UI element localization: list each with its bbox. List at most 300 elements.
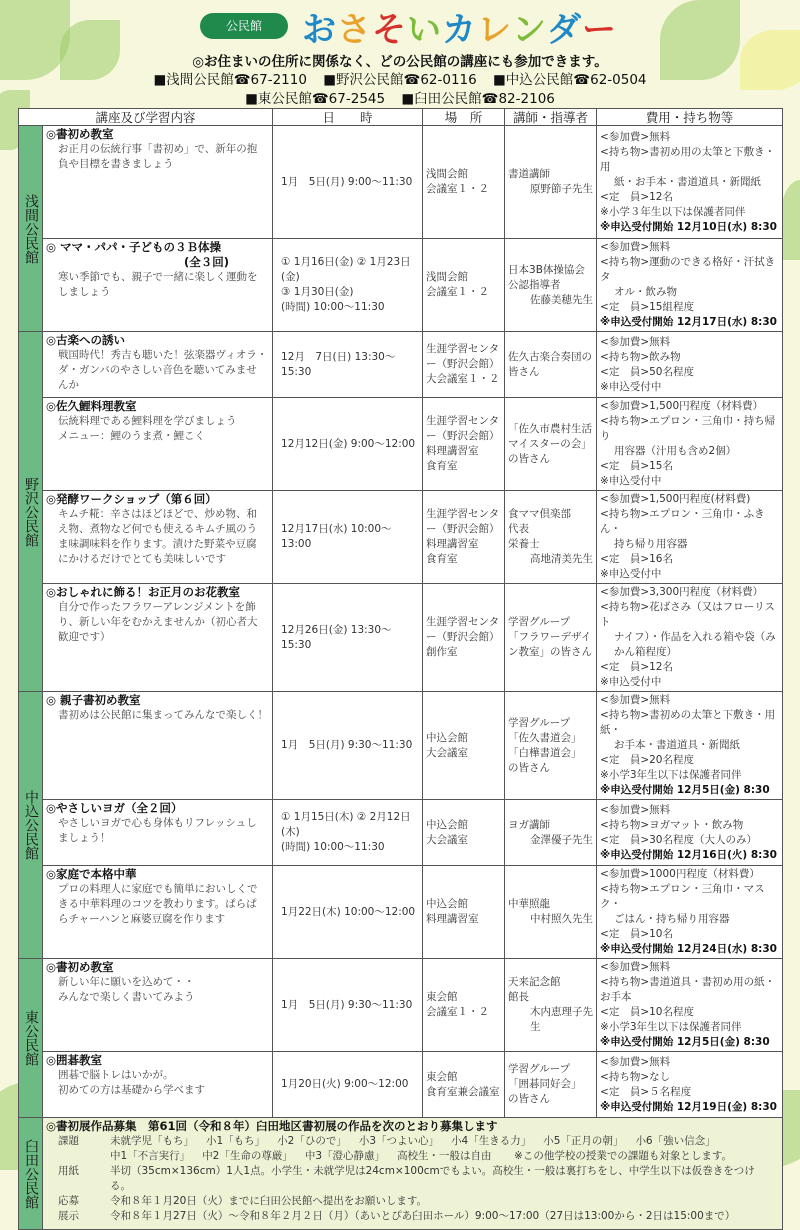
usuda-line-label: 課題 <box>58 1135 79 1147</box>
location-text: 東会館 <box>426 991 458 1003</box>
application-start: ※申込受付開始 12月24日(水) 8:30 <box>600 943 777 955</box>
instructor-text: 栄養士 <box>508 538 540 550</box>
datetime-cell <box>273 1052 423 1118</box>
location-text: ー（野沢会館） <box>426 358 500 370</box>
fee-line: <持ち物>花ばさみ（又はフローリスト <box>600 601 775 628</box>
title-char: そ <box>372 9 407 50</box>
location-text: 中込会館 <box>426 731 469 744</box>
fee-line: <持ち物>エプロン・三角巾・ふきん・ <box>600 508 765 535</box>
instructor-text: 中村照久先生 <box>530 913 594 925</box>
datetime-text: 12月17日(水) 10:00～13:00 <box>281 523 392 550</box>
usuda-item: 未就学児「もち」 <box>110 1135 194 1147</box>
usuda-item: 高校生・一般は自由 <box>397 1150 492 1162</box>
instructor-text: 金澤優子先生 <box>530 833 594 846</box>
phone-list-line2 <box>0 87 800 107</box>
fees-cell <box>597 866 783 959</box>
column-header-fees: 費用・持ち物等 <box>597 109 783 126</box>
instructor-cell <box>505 692 597 800</box>
datetime-cell <box>273 398 423 491</box>
course-description: 寒い季節でも、親子で一緒に楽しく運動を <box>58 271 258 283</box>
hall-label-cell <box>19 126 43 332</box>
fee-line: <参加費>無料 <box>600 1055 671 1068</box>
instructor-text: 「囲碁同好会」 <box>508 1078 582 1090</box>
phone-list-line1 <box>0 68 800 88</box>
course-title: ◎囲碁教室 <box>46 1053 103 1067</box>
location-cell <box>423 491 505 584</box>
course-cell <box>43 239 273 332</box>
fee-line: <参加費>3,300円程度（材料費） <box>600 586 764 598</box>
fee-line: <参加費>無料 <box>600 803 671 816</box>
usuda-item: 小6「強い信念」 <box>635 1135 716 1147</box>
location-text: 浅間会館 <box>426 168 469 180</box>
usuda-content-cell <box>43 1118 783 1230</box>
table-row <box>19 239 783 332</box>
instructor-cell <box>505 959 597 1052</box>
instructor-cell <box>505 800 597 866</box>
usuda-item: 小2「ひので」 <box>277 1135 347 1147</box>
fee-line: 用容器（汁用も含め2個） <box>614 445 737 457</box>
usuda-line-text <box>110 1134 728 1149</box>
course-title-sub: (全３回) <box>184 255 230 269</box>
fee-line: <持ち物>エプロン・三角巾・持ち帰り <box>600 415 776 442</box>
course-description: しましょう <box>58 286 111 298</box>
location-cell <box>423 126 505 239</box>
course-title: ◎やさしいヨガ（全２回） <box>46 801 183 815</box>
usuda-item: 小5「正月の朝」 <box>543 1135 624 1147</box>
usuda-item: 中1「不言実行」 <box>110 1150 191 1162</box>
phone-nozawa: ■野沢公民館☎62-0116 <box>323 72 477 88</box>
course-description: きる中華料理のコツを教わります。ぱらぱ <box>58 898 257 910</box>
table-row <box>19 866 783 959</box>
kominkan-badge: 公民館 <box>200 13 288 39</box>
instructor-text: ン教室」の皆さん <box>508 646 593 658</box>
fee-line: <定 員>16名 <box>600 553 673 565</box>
title-char: お <box>302 9 337 50</box>
fees-cell <box>597 584 783 692</box>
instructor-text: 佐藤美穂先生 <box>530 293 594 306</box>
fees-cell <box>597 126 783 239</box>
fee-line: <参加費>無料 <box>600 241 671 253</box>
location-cell <box>423 1052 505 1118</box>
datetime-text: (時間) 10:00～11:30 <box>281 301 385 313</box>
table-row <box>19 491 783 584</box>
location-text: 料理講習室 <box>426 913 479 925</box>
course-cell <box>43 1052 273 1118</box>
datetime-cell <box>273 800 423 866</box>
location-cell <box>423 959 505 1052</box>
course-title: ◎書初め教室 <box>46 960 114 974</box>
hall-name: 浅間公民館 <box>23 193 39 264</box>
datetime-cell <box>273 959 423 1052</box>
location-text: 大会議室 <box>426 833 469 846</box>
fee-line: ※小学３年生以下は保護者同伴 <box>600 205 746 218</box>
fees-cell <box>597 800 783 866</box>
instructor-cell <box>505 398 597 491</box>
course-description: お正月の伝統行事「書初め」で、新年の抱 <box>58 143 258 155</box>
course-cell <box>43 800 273 866</box>
datetime-text: 1月22日(木) 10:00～12:00 <box>281 905 416 918</box>
course-description: 戦国時代！秀吉も聴いた！弦楽器ヴィオラ・ <box>58 349 268 361</box>
application-start: ※申込受付開始 12月19日(金) 8:30 <box>600 1100 777 1113</box>
usuda-line <box>46 1134 779 1149</box>
fee-line: <定 員>10名程度 <box>600 1006 694 1018</box>
location-cell <box>423 866 505 959</box>
datetime-text: 1月 5日(月) 9:30～11:30 <box>281 998 413 1011</box>
fee-line: <参加費>無料 <box>600 694 671 706</box>
location-text: ー（野沢会館） <box>426 631 500 643</box>
title-char: ー <box>582 9 617 50</box>
instructor-cell <box>505 1052 597 1118</box>
usuda-line-text <box>110 1149 744 1164</box>
fees-cell <box>597 491 783 584</box>
course-cell <box>43 866 273 959</box>
fee-line: ※申込受付中 <box>600 568 662 580</box>
fee-line: 紙・お手本・書道道具・新聞紙 <box>614 175 762 188</box>
fee-line: <持ち物>書初め用の太筆と下敷き・用 <box>600 145 776 173</box>
location-text: 中込会館 <box>426 898 469 910</box>
instructor-text: 食ママ倶楽部 <box>508 508 572 520</box>
location-text: 会議室１・２ <box>426 1006 490 1018</box>
instructor-cell <box>505 126 597 239</box>
course-cell <box>43 398 273 491</box>
instructor-text: の皆さん <box>508 452 551 465</box>
application-start: ※申込受付開始 12月5日(金) 8:30 <box>600 1036 770 1048</box>
course-cell <box>43 584 273 692</box>
instructor-text: 天来記念館 <box>508 976 561 988</box>
hall-label-cell <box>19 332 43 692</box>
usuda-line <box>46 1149 779 1164</box>
instructor-text: 公認指導者 <box>508 278 561 291</box>
instructor-text: 「フラワーデザイ <box>508 631 592 643</box>
course-cell <box>43 126 273 239</box>
fee-line: <持ち物>ヨガマット・飲み物 <box>600 818 744 831</box>
phone-higashi: ■東公民館☎67-2545 <box>245 91 386 107</box>
instructor-text: 書道講師 <box>508 168 551 180</box>
fees-cell <box>597 1052 783 1118</box>
fee-line: かん箱程度） <box>614 646 678 658</box>
fee-line: <定 員>12名 <box>600 661 673 673</box>
location-text: 会議室１・２ <box>426 183 490 195</box>
instructor-text: の皆さん <box>508 1093 551 1105</box>
location-text: 浅間会館 <box>426 271 469 283</box>
application-start: ※申込受付開始 12月17日(水) 8:30 <box>600 316 777 328</box>
table-row <box>19 126 783 239</box>
location-text: ー（野沢会館） <box>426 523 500 535</box>
location-text: 料理講習室 <box>426 445 479 457</box>
location-text: 食育室 <box>426 460 458 472</box>
usuda-line-label: 用紙 <box>58 1165 79 1177</box>
datetime-cell <box>273 332 423 398</box>
usuda-item: 中3「澄心静慮」 <box>304 1150 386 1162</box>
location-text: 生涯学習センタ <box>426 343 500 355</box>
fee-line: 持ち帰り用容器 <box>614 538 688 550</box>
usuda-row <box>19 1118 783 1230</box>
usuda-line-text <box>110 1209 747 1224</box>
course-description: ダ・ガンバのやさしい音色を聴いてみませ <box>58 364 257 376</box>
usuda-line <box>46 1164 779 1194</box>
instructor-text: 原野節子先生 <box>530 183 594 195</box>
fee-line: <参加費>無料 <box>600 961 671 973</box>
course-title: ◎おしゃれに飾る！お正月のお花教室 <box>46 585 241 599</box>
course-title: ◎ ママ・パパ・子どもの３Ｂ体操 <box>46 240 222 254</box>
course-description: 自分で作ったフラワーアレンジメントを飾 <box>58 601 256 613</box>
instructor-text: の皆さん <box>508 761 551 774</box>
fee-line: ※小学3年生以下は保護者同伴 <box>600 769 742 781</box>
hall-name: 野沢公民館 <box>23 476 39 547</box>
instructor-text: 館長 <box>508 991 530 1003</box>
fee-line: <持ち物>運動のできる格好・汗拭きタ <box>600 256 776 283</box>
fee-line: <定 員>20名程度 <box>600 754 694 766</box>
course-cell <box>43 959 273 1052</box>
phone-usuda: ■臼田公民館☎82-2106 <box>401 91 555 107</box>
location-cell <box>423 239 505 332</box>
fee-line: <参加費>無料 <box>600 335 671 348</box>
table-row <box>19 800 783 866</box>
usuda-line-label: 展示 <box>58 1210 79 1222</box>
datetime-text: 12月 7日(日) 13:30～15:30 <box>281 350 396 378</box>
title-char: ダ <box>547 9 582 50</box>
instructor-text: 中華照龍 <box>508 898 551 910</box>
fee-line: <参加費>1,500円程度（材料費） <box>600 400 764 412</box>
usuda-item: 中2「生命の尊厳」 <box>202 1150 293 1162</box>
fee-line: <定 員>30名程度（大人のみ） <box>600 833 757 846</box>
location-text: 食育室兼会議室 <box>426 1085 500 1098</box>
instructor-text: ヨガ講師 <box>508 818 551 831</box>
datetime-text: 1月 5日(月) 9:30～11:30 <box>281 739 413 751</box>
course-cell <box>43 491 273 584</box>
location-text: ー（野沢会館） <box>426 430 500 442</box>
datetime-text: 12月12日(金) 9:00～12:00 <box>281 437 416 450</box>
course-description: 負や目標を書きましょう <box>58 158 174 170</box>
instructor-text: 佐久古楽合奏団の <box>508 350 593 363</box>
fee-line: <定 員>15名 <box>600 460 673 472</box>
location-cell <box>423 692 505 800</box>
fee-line: <参加費>1000円程度（材料費） <box>600 868 760 880</box>
table-header-row <box>19 109 783 126</box>
usuda-line-label <box>46 1149 110 1164</box>
course-description: え物、煮物など何でも使えるキムチ風のう <box>58 523 258 535</box>
hall-name: 臼田公民館 <box>23 1138 39 1209</box>
instructor-cell <box>505 332 597 398</box>
instructor-text: 学習グループ <box>508 716 571 729</box>
instructor-text: 「佐久書道会」 <box>508 731 582 744</box>
phone-nakagomi: ■中込公民館☎62-0504 <box>493 72 647 88</box>
phone-asama: ■浅間公民館☎67-2110 <box>153 72 307 88</box>
datetime-text: 12月26日(金) 13:30～15:30 <box>281 623 392 651</box>
usuda-details <box>46 1134 779 1224</box>
datetime-cell <box>273 126 423 239</box>
instructor-text: 高地清美先生 <box>530 553 594 565</box>
datetime-cell <box>273 239 423 332</box>
fee-line: <持ち物>書道道具・書初め用の紙・お手本 <box>600 976 776 1003</box>
course-description: り、新しい年をむかえませんか（初心者大 <box>58 616 258 628</box>
usuda-line <box>46 1194 779 1209</box>
column-header-location: 場 所 <box>423 109 505 126</box>
table-row <box>19 332 783 398</box>
fees-cell <box>597 332 783 398</box>
location-text: 料理講習室 <box>426 538 479 550</box>
location-text: 中込会館 <box>426 818 469 831</box>
fee-line: ごはん・持ち帰り用容器 <box>614 913 730 925</box>
fees-cell <box>597 692 783 800</box>
instructor-cell <box>505 491 597 584</box>
instructor-text: 学習グループ <box>508 1063 571 1075</box>
location-text: 大会議室１・２ <box>426 373 500 385</box>
usuda-title: ◎書初展作品募集 第61回（令和８年）臼田地区書初展の作品を次のとおり募集します <box>46 1119 498 1133</box>
course-title: ◎古楽への誘い <box>46 333 126 347</box>
fees-cell <box>597 959 783 1052</box>
course-description: 初めての方は基礎から学べます <box>58 1084 205 1096</box>
fee-line: <定 員>50名程度 <box>600 365 694 378</box>
course-description: 書初めは公民館に集まってみんなで楽しく！ <box>58 709 268 721</box>
course-cell <box>43 692 273 800</box>
page-title <box>302 2 617 51</box>
course-description: 伝統料理である鯉料理を学びましょう <box>58 415 237 427</box>
course-description: ま味調味料を作ります。漬けた野菜や豆腐 <box>58 538 257 550</box>
location-text: 創作室 <box>426 646 458 658</box>
location-text: 生涯学習センタ <box>426 616 500 628</box>
course-title: ◎家庭で本格中華 <box>46 867 137 881</box>
datetime-text: 1月 5日(月) 9:00～11:30 <box>281 175 413 188</box>
hall-name: 中込公民館 <box>23 790 39 860</box>
course-cell <box>43 332 273 398</box>
course-description: 囲碁で脳トレはいかが。 <box>58 1069 174 1081</box>
course-description: キムチ糀：辛さはほどほどで、炒め物、和 <box>58 508 257 520</box>
fee-line: <持ち物>飲み物 <box>600 350 681 363</box>
calendar-body <box>19 126 783 1230</box>
table-row <box>19 959 783 1052</box>
usuda-item: 小4「生きる力」 <box>451 1135 532 1147</box>
datetime-text: (時間) 10:00～11:30 <box>281 841 385 853</box>
fee-line: <参加費>無料 <box>600 130 671 143</box>
datetime-text: 1月20日(火) 9:00～12:00 <box>281 1078 409 1090</box>
application-start: ※申込受付開始 12月16日(火) 8:30 <box>600 848 777 861</box>
location-text: 生涯学習センタ <box>426 508 500 520</box>
usuda-item: 令和８年１月27日（火）～令和８年２月２日（月）（あいとぴあ臼田ホール）9:00～17:00（27日は13:00から・2日は15:00まで） <box>110 1210 736 1222</box>
fee-line: <持ち物>書初めの太筆と下敷き・用紙・ <box>600 709 776 736</box>
instructor-cell <box>505 239 597 332</box>
fee-line: <参加費>1,500円程度(材料費) <box>600 493 751 505</box>
location-text: 東会館 <box>426 1070 458 1083</box>
instructor-text: 「白樺書道会」 <box>508 746 582 759</box>
datetime-cell <box>273 866 423 959</box>
column-header-instructor: 講師・指導者 <box>505 109 597 126</box>
fee-line: ※申込受付中 <box>600 380 662 393</box>
fees-cell <box>597 398 783 491</box>
course-description: プロの料理人に家庭でも簡単においしくで <box>58 883 258 895</box>
usuda-line-label: 応募 <box>58 1195 79 1207</box>
course-title: ◎書初め教室 <box>46 127 114 141</box>
fee-line: <定 員>15組程度 <box>600 301 694 313</box>
datetime-text: ① 1月15日(木) ② 2月12日(木) <box>281 811 411 838</box>
usuda-line-text <box>110 1164 779 1194</box>
location-cell <box>423 398 505 491</box>
instructor-text: 「佐久市農村生活 <box>508 422 593 435</box>
table-row <box>19 692 783 800</box>
course-description: んか <box>58 379 79 391</box>
location-cell <box>423 332 505 398</box>
fee-line: オル・飲み物 <box>614 286 678 298</box>
application-start: ※申込受付開始 12月10日(水) 8:30 <box>600 220 777 233</box>
table-row <box>19 1052 783 1118</box>
title-char: い <box>407 9 442 50</box>
course-description: メニュー：鯉のうま煮・鯉こく <box>58 430 205 442</box>
fee-line: ※申込受付中 <box>600 475 662 487</box>
instructor-cell <box>505 866 597 959</box>
fee-line: <定 員>５名程度 <box>600 1085 692 1098</box>
instructor-text: 代表 <box>508 523 530 535</box>
hall-label-cell <box>19 1118 43 1230</box>
fee-line: お手本・書道道具・新聞紙 <box>614 739 741 751</box>
fee-line: <定 員>10名 <box>600 928 673 940</box>
table-row <box>19 584 783 692</box>
title-row <box>200 6 617 50</box>
datetime-cell <box>273 491 423 584</box>
instructor-text: 日本3B体操協会 <box>508 263 585 276</box>
column-header-course: 講座及び学習内容 <box>19 109 273 126</box>
instructor-text: マイスターの会」 <box>508 437 592 450</box>
datetime-cell <box>273 584 423 692</box>
title-char: カ <box>442 9 477 50</box>
usuda-item: 令和８年１月20日（火）までに臼田公民館へ提出をお願いします。 <box>110 1195 428 1207</box>
fee-line: ナイフ）・作品を入れる箱や袋（み <box>614 631 776 643</box>
title-char: ン <box>512 9 547 50</box>
course-description: 歓迎です） <box>58 631 111 643</box>
usuda-item: 小1「もち」 <box>206 1135 266 1147</box>
course-title: ◎佐久鯉料理教室 <box>46 399 137 413</box>
course-description: ましょう！ <box>58 832 111 844</box>
hall-name: 東公民館 <box>23 1010 39 1066</box>
fee-line: <持ち物>なし <box>600 1070 671 1083</box>
course-description: らチャーハンと麻婆豆腐を作ります <box>58 913 226 925</box>
usuda-line <box>46 1209 779 1224</box>
datetime-cell <box>273 692 423 800</box>
notice-text: ◎お住まいの住所に関係なく、どの公民館の講座にも参加できます。 <box>192 54 608 70</box>
usuda-item: 小3「つよい心」 <box>358 1135 440 1147</box>
fee-line: <持ち物>エプロン・三角巾・マスク・ <box>600 883 765 910</box>
calendar-table <box>18 108 783 1230</box>
location-text: 会議室１・２ <box>426 286 490 298</box>
course-description: にかけるだけでとても美味しいです <box>58 553 226 565</box>
usuda-item: ※この他学校の授業での課題も対象とします。 <box>503 1150 733 1162</box>
location-text: 生涯学習センタ <box>426 415 500 427</box>
fee-line: ※小学3年生以下は保護者同伴 <box>600 1021 742 1033</box>
hall-label-cell <box>19 959 43 1118</box>
location-cell <box>423 800 505 866</box>
page-header <box>0 0 800 105</box>
instructor-text: 皆さん <box>508 365 540 378</box>
hall-label-cell <box>19 692 43 959</box>
instructor-cell <box>505 584 597 692</box>
datetime-text: ③ 1月30日(金) <box>281 286 354 298</box>
fees-cell <box>597 239 783 332</box>
application-start: ※申込受付開始 12月5日(金) 8:30 <box>600 784 770 796</box>
course-title: ◎発酵ワークショップ（第６回） <box>46 492 217 506</box>
column-header-datetime: 日 時 <box>273 109 423 126</box>
instructor-text: 木内恵理子先生 <box>530 1006 594 1033</box>
fee-line: ※申込受付中 <box>600 676 662 688</box>
usuda-line-text <box>110 1194 439 1209</box>
usuda-item: 半切（35cm×136cm）1人1点。小学生・未就学児は24cm×100cmでもよい。高校生・一般は裏打ちをし、中学生以下は仮巻きをつける。 <box>110 1165 755 1192</box>
title-char: さ <box>337 9 372 50</box>
course-description: みんなで楽しく書いてみよう <box>58 991 195 1003</box>
instructor-text: 学習グループ <box>508 616 571 628</box>
fee-line: <定 員>12名 <box>600 190 673 203</box>
table-row <box>19 398 783 491</box>
course-title: ◎ 親子書初め教室 <box>46 693 141 707</box>
location-cell <box>423 584 505 692</box>
course-description: 新しい年に願いを込めて・・ <box>58 976 195 988</box>
